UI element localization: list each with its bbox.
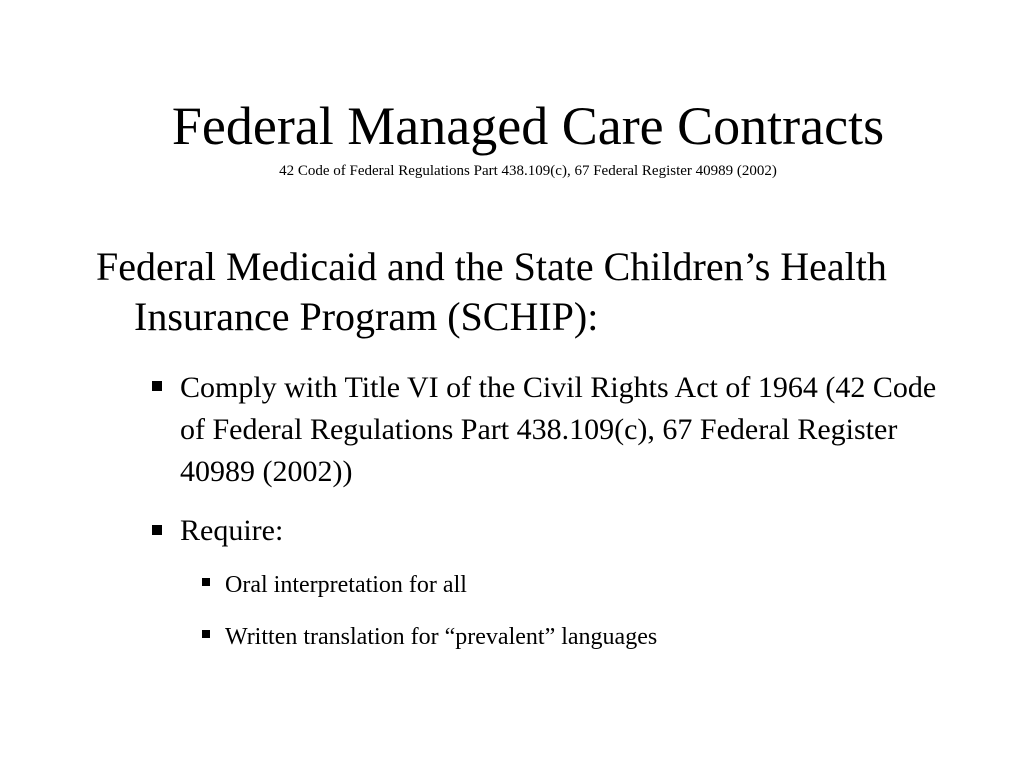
square-bullet-icon — [202, 630, 210, 638]
sub-bullet-oral-interpretation: Oral interpretation for all — [225, 572, 467, 598]
sub-bullet-written-translation: Written translation for “prevalent” languages — [225, 624, 658, 650]
slide-title: Federal Managed Care Contracts — [171, 96, 885, 156]
slide-subtitle-citation: 42 Code of Federal Regulations Part 438.109(c), 67 Federal Register 40989 (2002) — [279, 163, 777, 179]
bullet-comply-title-vi: Comply with Title VI of the Civil Rights Act of 1964 (42 Code of Federal Regulations Part 438.109(c), 67 Federal Register 40989 (2002)) — [180, 371, 937, 488]
main-point: Federal Medicaid and the State Children’s Health Insurance Program (SCHIP): — [96, 244, 887, 339]
square-bullet-icon — [202, 578, 210, 586]
square-bullet-icon — [152, 381, 162, 391]
square-bullet-icon — [152, 525, 162, 535]
bullet-require: Require: — [180, 514, 284, 547]
